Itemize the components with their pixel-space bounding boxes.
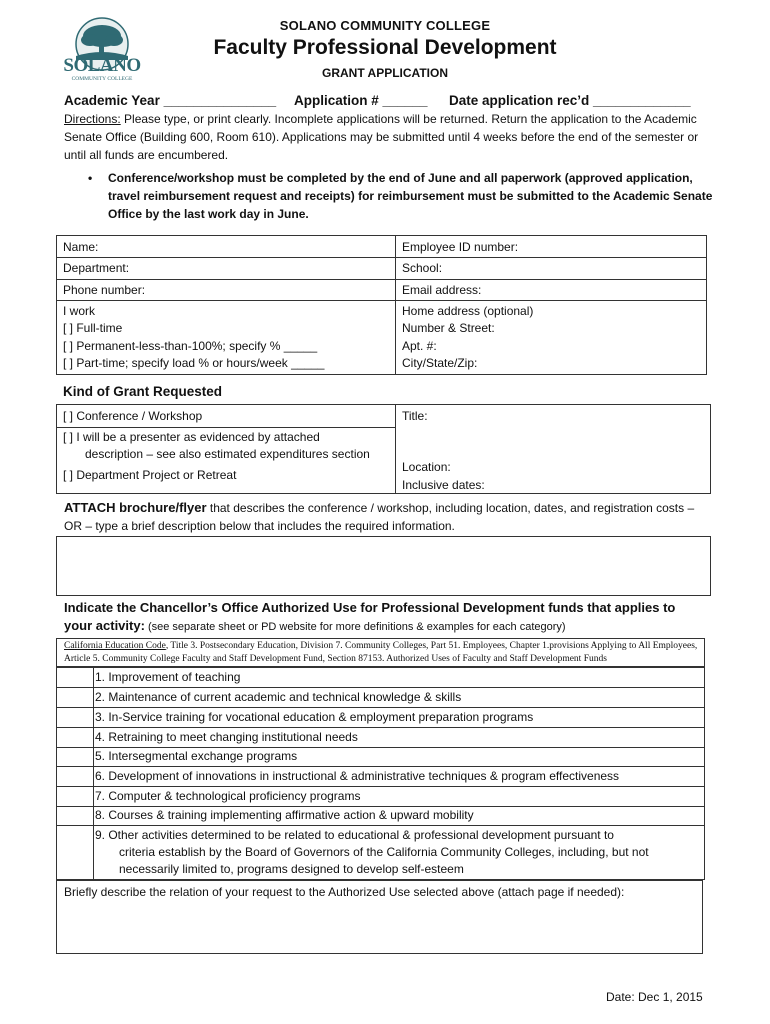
home-address-label: Home address (optional): [402, 304, 534, 318]
uses-rule: [56, 766, 705, 767]
attach-instructions: [64, 499, 704, 535]
education-code-link[interactable]: California Education Code: [64, 641, 166, 651]
street-field[interactable]: Number & Street:: [402, 321, 495, 335]
attach-label: ATTACH brochure/flyer: [64, 500, 207, 515]
authorized-use-heading-block: [64, 599, 704, 636]
authorized-use-item-continued: criteria establish by the Board of Governors of the California Community Colleges, including, but not: [119, 845, 649, 859]
city-field[interactable]: City/State/Zip:: [402, 356, 478, 370]
uses-rule: [56, 727, 705, 728]
event-title-field[interactable]: Title:: [402, 409, 428, 423]
part-time-checkbox[interactable]: [ ] Part-time; specify load % or hours/week _____: [63, 356, 325, 370]
inclusive-dates-field[interactable]: Inclusive dates:: [402, 478, 485, 492]
authorized-use-heading: Indicate the Chancellor’s Office Authorized Use for Professional Development funds that applies to your activity:: [64, 600, 676, 633]
grant-divider: [395, 404, 396, 494]
uses-rule: [56, 825, 705, 826]
uses-rule: [56, 747, 705, 748]
uses-rule: [56, 687, 705, 688]
logo-subtext: COMMUNITY COLLEGE: [71, 76, 133, 82]
authorized-use-note: (see separate sheet or PD website for more definitions & examples for each category): [144, 621, 566, 633]
department-field[interactable]: Department:: [63, 261, 130, 275]
education-code-citation: , Title 3. Postsecondary Education, Division 7. Community Colleges, Part 51. Employees, Chapter 1.provisions Applying to All Employees, Article 5. Community College Faculty and Staff Development Fund, Section 87153. Authorized Uses of Faculty and Staff Development Funds: [64, 641, 698, 664]
table-divider: [395, 235, 396, 375]
education-code-text: [64, 640, 704, 666]
location-field[interactable]: Location:: [402, 460, 451, 474]
page-subtitle: GRANT APPLICATION: [322, 66, 448, 80]
revision-date: Date: Dec 1, 2015: [606, 990, 703, 1004]
work-label: I work: [63, 304, 96, 318]
permanent-checkbox[interactable]: [ ] Permanent-less-than-100%; specify % _____: [63, 339, 318, 353]
attach-text: that describes the conference / workshop, including location, dates, and registration costs – OR – type a brief description below that includes the required information.: [64, 501, 695, 533]
uses-rule: [56, 707, 705, 708]
authorized-use-item[interactable]: 7. Computer & technological proficiency programs: [95, 789, 361, 803]
full-time-checkbox[interactable]: [ ] Full-time: [63, 321, 123, 335]
table-rule: [56, 279, 707, 280]
name-field[interactable]: Name:: [63, 240, 99, 254]
bullet-icon: •: [88, 171, 93, 185]
logo-text: SOLANO: [63, 55, 141, 76]
page-title: Faculty Professional Development: [213, 36, 557, 59]
description-box[interactable]: [56, 536, 711, 596]
authorized-use-item[interactable]: 1. Improvement of teaching: [95, 670, 241, 684]
deadline-notice: Conference/workshop must be completed by the end of June and all paperwork (approved application, travel reimbursement request and receipts) for reimbursement must be submitted to the Academic Senate Office by the last work day in June.: [108, 171, 713, 221]
presenter-checkbox[interactable]: [ ] I will be a presenter as evidenced by attached: [63, 430, 320, 444]
authorized-use-item[interactable]: 6. Development of innovations in instructional & administrative techniques & program effectiveness: [95, 769, 620, 783]
directions-label: Directions:: [64, 112, 121, 126]
authorized-use-item[interactable]: 3. In-Service training for vocational education & employment preparation programs: [95, 710, 534, 724]
conference-checkbox[interactable]: [ ] Conference / Workshop: [63, 409, 203, 423]
directions: [64, 110, 714, 164]
directions-text: Please type, or print clearly. Incomplete applications will be returned. Return the application to the Academic Senate Office (Building 600, Room 610). Applications may be submitted until 4 weeks before the end of the semester or until all funds are encumbered.: [64, 112, 699, 162]
employee-id-field[interactable]: Employee ID number:: [402, 240, 519, 254]
authorized-use-item[interactable]: 8. Courses & training implementing affirmative action & upward mobility: [95, 808, 474, 822]
academic-year-field[interactable]: Academic Year _______________: [64, 93, 277, 108]
authorized-use-item[interactable]: 2. Maintenance of current academic and technical knowledge & skills: [95, 690, 462, 704]
grant-heading: Kind of Grant Requested: [63, 384, 223, 399]
phone-field[interactable]: Phone number:: [63, 283, 146, 297]
relation-prompt: Briefly describe the relation of your request to the Authorized Use selected above (attach page if needed):: [64, 885, 625, 899]
school-field[interactable]: School:: [402, 261, 443, 275]
authorized-use-item[interactable]: 9. Other activities determined to be related to educational & professional development pursuant to: [95, 828, 614, 842]
authorized-use-item[interactable]: 5. Intersegmental exchange programs: [95, 749, 298, 763]
application-number-field[interactable]: Application # ______: [294, 93, 428, 108]
authorized-use-item-continued: necessarily limited to, programs designed to develop self-esteem: [119, 862, 464, 876]
date-received-field[interactable]: Date application rec’d _____________: [449, 93, 691, 108]
uses-checkbox-column: [93, 667, 94, 880]
table-rule: [56, 300, 707, 301]
email-field[interactable]: Email address:: [402, 283, 482, 297]
table-rule: [56, 257, 707, 258]
uses-rule: [56, 786, 705, 787]
grant-rule: [56, 427, 395, 428]
college-name: SOLANO COMMUNITY COLLEGE: [279, 18, 491, 33]
apt-field[interactable]: Apt. #:: [402, 339, 437, 353]
department-project-checkbox[interactable]: [ ] Department Project or Retreat: [63, 468, 237, 482]
authorized-use-item[interactable]: 4. Retraining to meet changing institutional needs: [95, 730, 358, 744]
presenter-description: description – see also estimated expenditures section: [85, 447, 370, 461]
uses-rule: [56, 806, 705, 807]
